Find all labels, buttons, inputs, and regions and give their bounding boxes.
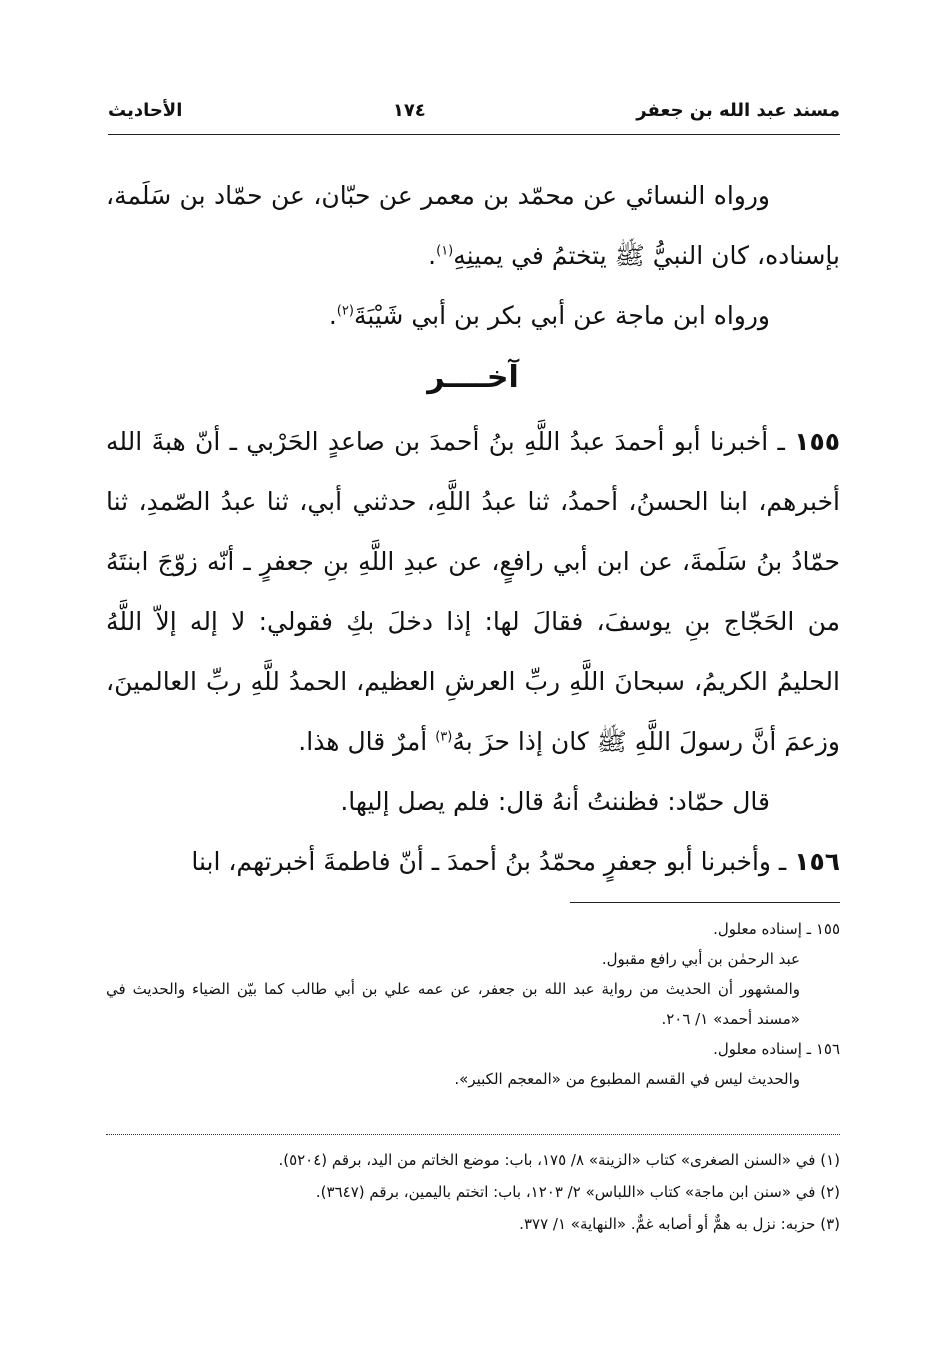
hammad-comment: قال حمّاد: فظننتُ أنهُ قال: فلم يصل إليها.	[340, 787, 770, 816]
hadith-155-text: ـ أخبرنا أبو أحمدَ عبدُ اللَّهِ بنُ أحمدَ بن صاعدٍ الحَرْبي ـ أنّ هبةَ الله أخبرهم، ابنا الحسنُ، أحمدُ، ثنا عبدُ اللَّهِ، حدثني أبي، ثنا عبدُ الصّمدِ، ثنا حمّادُ بنُ سَلَمةَ، عن ابن أبي رافعٍ، عن عبدِ اللَّهِ بنِ جعفرٍ ـ أنّه زوّجَ ابنتَهُ من الحَجّاج بنِ يوسفَ، فقالَ لها: إذا دخلَ بكِ فقولي: لا إله إلاّ اللَّهُ الحليمُ الكريمُ، سبحانَ اللَّهِ ربِّ العرشِ العظيم، الحمدُ للَّهِ ربِّ العالمينَ، وزعمَ أنَّ رسولَ اللَّهِ ﷺ كان إذا حزَ بهُ	[106, 427, 840, 756]
page-number: ١٧٤	[392, 100, 426, 121]
footnote-2: (٢) في «سنن ابن ماجة» كتاب «اللباس» ٢/ ١٢٠٣، باب: اتختم باليمين، برقم (٣٦٤٧).	[315, 1183, 840, 1201]
main-text	[106, 166, 840, 892]
footnote-1: (١) في «السنن الصغرى» كتاب «الزينة» ٨/ ١٧٥، باب: موضع الخاتم من اليد، برقم (٥٢٠٤).	[278, 1151, 840, 1169]
footnote-ref-3: (٣)	[435, 729, 453, 745]
note-155-head: ١٥٥ ـ إسناده معلول.	[713, 920, 840, 938]
note-155-line2: والمشهور أن الحديث من رواية عبد الله بن جعفر، عن عمه علي بن أبي طالب كما بيّن الضياء والحديث في «مسند أحمد» ١/ ٢٠٦.	[106, 980, 800, 1028]
hadith-155-number: ١٥٥	[794, 427, 840, 456]
notes-rule	[570, 902, 840, 903]
footnote-ref-1: (١)	[436, 243, 454, 259]
note-155-line1: عبد الرحمٰن بن أبي رافع مقبول.	[601, 950, 800, 968]
note-156-head: ١٥٦ ـ إسناده معلول.	[713, 1040, 840, 1058]
hadith-156-number: ١٥٦	[794, 847, 840, 876]
hadith-156-text: ـ وأخبرنا أبو جعفرٍ محمّدُ بنُ أحمدَ ـ أنّ فاطمةَ أخبرتهم، ابنا	[191, 847, 787, 876]
note-156-line1: والحديث ليس في القسم المطبوع من «المعجم الكبير».	[454, 1070, 800, 1088]
book-title: مسند عبد الله بن جعفر	[636, 100, 840, 121]
hadith-155-text-end: أمرٌ قال هذا.	[298, 727, 428, 756]
hadith-156	[106, 832, 840, 892]
paragraph-ibn-majah	[106, 286, 840, 346]
footnote-3: (٣) حزبه: نزل به همٌّ أو أصابه غمٌّ. «النهاية» ١/ ٣٧٧.	[519, 1215, 840, 1233]
footnote-ref-2: (٢)	[336, 303, 354, 319]
hadith-155	[106, 412, 840, 772]
paragraph-ibn-majah-end: .	[328, 301, 337, 330]
commentary-notes	[106, 914, 840, 1094]
footnote-separator	[106, 1134, 840, 1135]
header-rule	[108, 134, 840, 135]
running-header	[108, 100, 840, 121]
paragraph-ibn-majah-text: ورواه ابن ماجة عن أبي بكر بن أبي شَيْبَةَ	[353, 301, 770, 330]
footnotes	[106, 1146, 840, 1242]
paragraph-nasai-text: ورواه النسائي عن محمّد بن معمر عن حبّان، عن حمّاد بن سَلَمة، بإسناده، كان النبيُّ ﷺ يتختمُ في يمينِهِ	[106, 181, 840, 270]
section-heading: آخــــر	[427, 360, 519, 395]
section-title: الأحاديث	[108, 100, 183, 121]
paragraph-nasai	[106, 166, 840, 286]
paragraph-nasai-end: .	[428, 241, 437, 270]
